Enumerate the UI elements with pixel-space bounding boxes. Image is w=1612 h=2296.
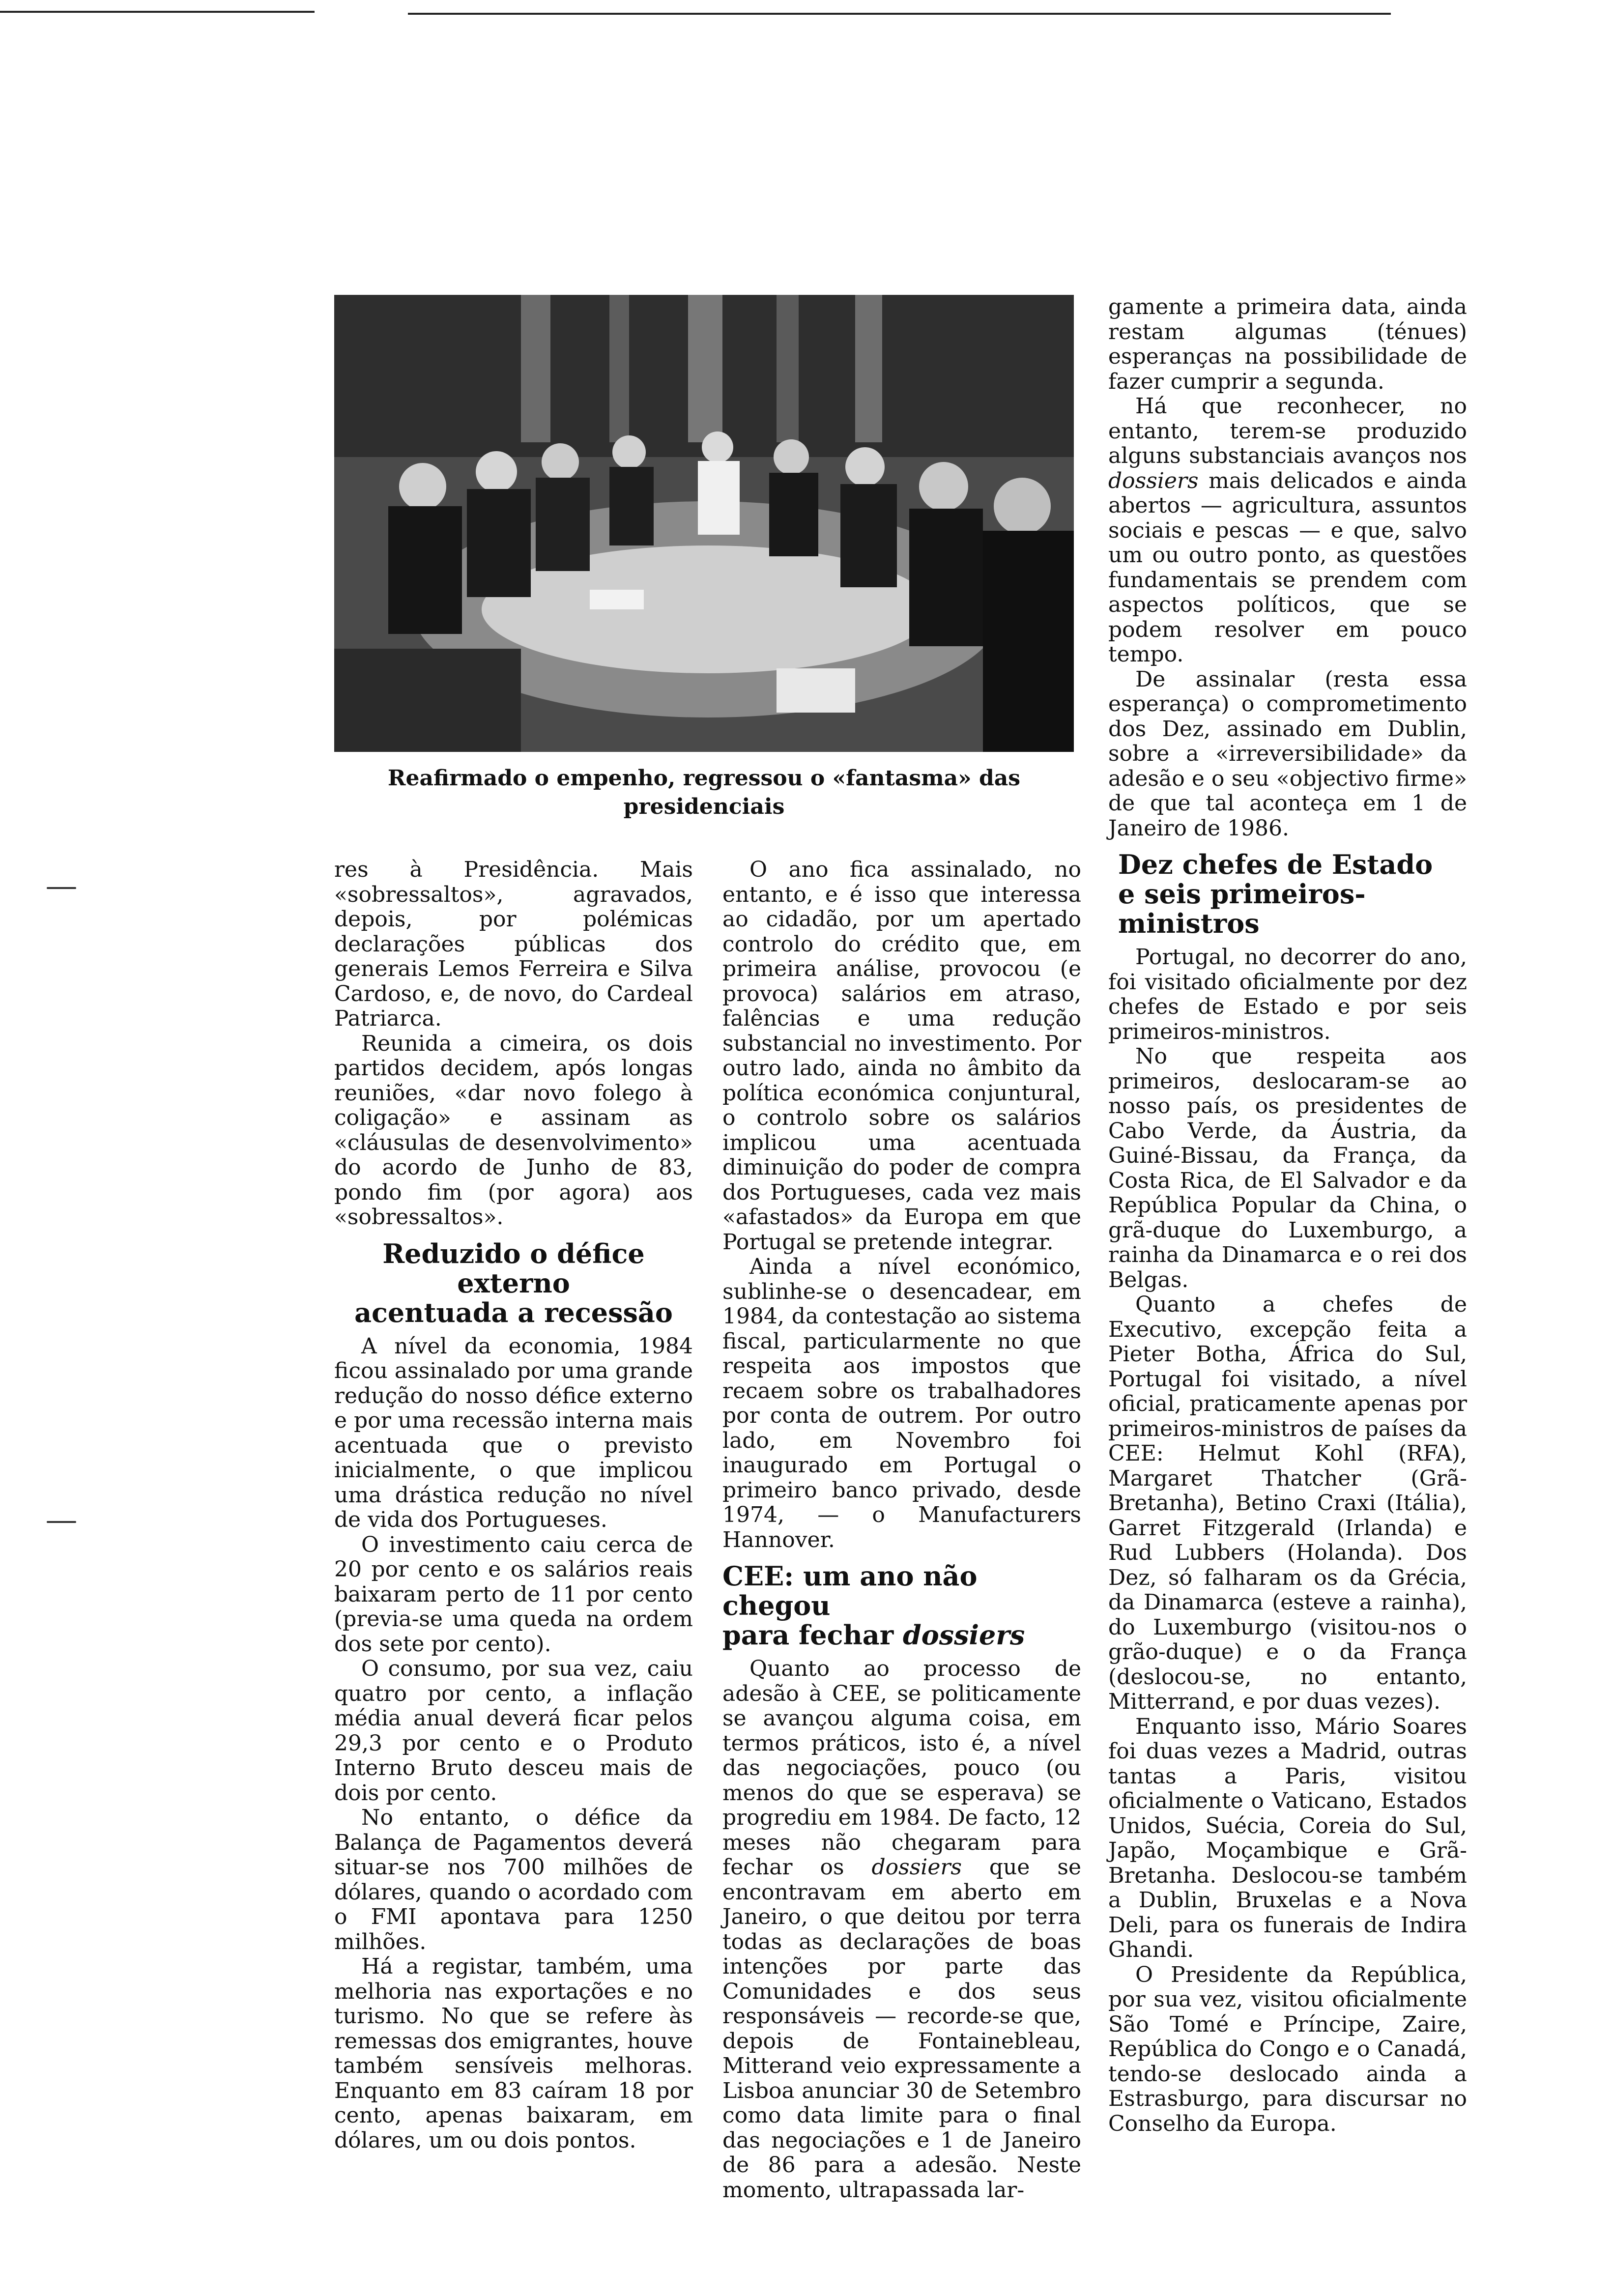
- article-column-2: [722, 858, 1081, 2203]
- paragraph: No entanto, o défice da Balança de Pagamentos deverá situar-se nos 700 milhões de dólares, quando o acordado com o FMI apontava para 1250 milhões.: [334, 1805, 693, 1954]
- section-heading-economy: Reduzido o défice externo acentuada a recessão: [354, 1237, 673, 1328]
- paragraph: Quanto ao processo de adesão à CEE, se politicamente se avançou alguma coisa, em termos práticos, isto é, a nível das negociações, pouco (ou menos do que se esperava) se progrediu em 1984. De facto, 12 meses não chegaram para fechar os dossiers que se encontravam em aberto em Janeiro, o que deitou por terra todas as declarações de boas intenções por parte das Comunidades e dos seus responsáveis — recorde-se que, depois de Fontainebleau, Mitterand veio expressamente a Lisboa anunciar 30 de Setembro como data limite para o final das negociações e 1 de Janeiro de 86 para a adesão. Neste momento, ultrapassada lar-: [722, 1656, 1081, 2203]
- paragraph: res à Presidência. Mais «sobressaltos», agravados, depois, por polémicas declarações públicas dos generais Lemos Ferreira e Silva Cardoso, e, de novo, do Cardeal Patriarca.: [334, 857, 693, 1031]
- paragraph: Enquanto isso, Mário Soares foi duas vezes a Madrid, outras tantas a Paris, visitou oficialmente o Vaticano, Estados Unidos, Suécia, Coreia do Sul, Japão, Moçambique e Grã-Bretanha. Deslocou-se também a Dublin, Bruxelas e a Nova Deli, para os funerais de Indira Ghandi.: [1108, 1714, 1467, 1962]
- paragraph: O consumo, por sua vez, caiu quatro por cento, a inflação média anual deverá ficar pelos 29,3 por cento e o Produto Interno Bruto desceu mais de dois por cento.: [334, 1656, 693, 1806]
- paragraph: Portugal, no decorrer do ano, foi visitado oficialmente por dez chefes de Estado e por seis primeiros-ministros.: [1108, 945, 1467, 1044]
- photo-caption: Reafirmado o empenho, regressou o «fantasma» das presidenciais: [387, 766, 1021, 819]
- meeting-photo: [334, 295, 1074, 752]
- paragraph: gamente a primeira data, ainda restam algumas (ténues) esperanças na possibilidade de fazer cumprir a segunda.: [1108, 294, 1467, 394]
- paragraph: A nível da economia, 1984 ficou assinalado por uma grande redução do nosso défice externo e por uma recessão interna mais acentuada que o previsto inicialmente, o que implicou uma drástica redução no nível de vida dos Portugueses.: [334, 1333, 693, 1532]
- article-column-1: [334, 858, 693, 2153]
- paragraph: Há a registar, também, uma melhoria nas exportações e no turismo. No que se refere às remessas dos emigrantes, houve também sensíveis melhoras. Enquanto em 83 caíram 18 por cento, apenas baixaram, em dólares, um ou dois pontos.: [334, 1954, 693, 2153]
- article-column-3: [1108, 295, 1467, 2136]
- paragraph: No que respeita aos primeiros, deslocaram-se ao nosso país, os presidentes de Cabo Verde, da Áustria, da Guiné-Bissau, da França, da Costa Rica, de El Salvador e da República Popular da China, o grã-duque do Luxemburgo, a rainha da Dinamarca e o rei dos Belgas.: [1108, 1044, 1467, 1292]
- paragraph: Ainda a nível económico, sublinhe-se o desencadear, em 1984, da contestação ao sistema fiscal, particularmente no que respeita aos impostos que recaem sobre os trabalhadores por conta de outrem. Por outro lado, em Novembro foi inaugurado em Portugal o primeiro banco privado, desde 1974, — o Manufacturers Hannover.: [722, 1254, 1081, 1552]
- margin-mark-upper: [47, 887, 76, 889]
- paragraph: O ano fica assinalado, no entanto, e é isso que interessa ao cidadão, por um apertado controlo do crédito que, em primeira análise, provocou (e provoca) salários em atraso, falências e uma redução substancial no investimento. Por outro lado, ainda no âmbito da política económica conjuntural, o controlo sobre os salários implicou uma acentuada diminuição do poder de compra dos Portugueses, cada vez mais «afastados» da Europa em que Portugal se pretende integrar.: [722, 857, 1081, 1255]
- top-rule-left: [0, 11, 315, 13]
- top-rule-right: [408, 13, 1391, 15]
- paragraph: O investimento caiu cerca de 20 por cento e os salários reais baixaram perto de 11 por cento (previa-se uma queda na ordem dos sete por cento).: [334, 1532, 693, 1657]
- margin-mark-lower: [47, 1521, 76, 1523]
- paragraph: De assinalar (resta essa esperança) o comprometimento dos Dez, assinado em Dublin, sobre a «irreversibilidade» da adesão e o seu «objectivo firme» de que tal aconteça em 1 de Janeiro de 1986.: [1108, 666, 1467, 841]
- paragraph: Quanto a chefes de Executivo, excepção feita a Pieter Botha, África do Sul, Portugal foi visitado, a nível oficial, praticamente apenas por primeiros-ministros de países da CEE: Helmut Kohl (RFA), Margaret Thatcher (Grã-Bretanha), Betino Craxi (Itália), Garret Fitzgerald (Irlanda) e Rud Lubbers (Holanda). Dos Dez, só falharam os da Grécia, da Dinamarca (esteve a rainha), do Luxemburgo (visitou-nos o grão-duque) e o da França (deslocou-se, no entanto, Mitterrand, e por duas vezes).: [1108, 1292, 1467, 1714]
- paragraph: Há que reconhecer, no entanto, terem-se produzido alguns substanciais avanços nos dossiers mais delicados e ainda abertos — agricultura, assuntos sociais e pescas — e que, salvo um ou outro ponto, as questões fundamentais se prendem com aspectos políticos, que se podem resolver em pouco tempo.: [1108, 394, 1467, 667]
- paragraph: Reunida a cimeira, os dois partidos decidem, após longas reuniões, «dar novo folego à coligação» e assinam as «cláusulas de desenvolvimento» do acordo de Junho de 83, pondo fim (por agora) aos «sobressaltos».: [334, 1031, 693, 1230]
- section-heading-cee: CEE: um ano não chegou para fechar dossiers: [722, 1560, 1025, 1651]
- paragraph: O Presidente da República, por sua vez, visitou oficialmente São Tomé e Príncipe, Zaire, República do Congo e o Canadá, tendo-se deslocado ainda a Estrasburgo, para discursar no Conselho da Europa.: [1108, 1962, 1467, 2136]
- section-heading-visits: Dez chefes de Estado e seis primeiros-ministros: [1118, 849, 1433, 939]
